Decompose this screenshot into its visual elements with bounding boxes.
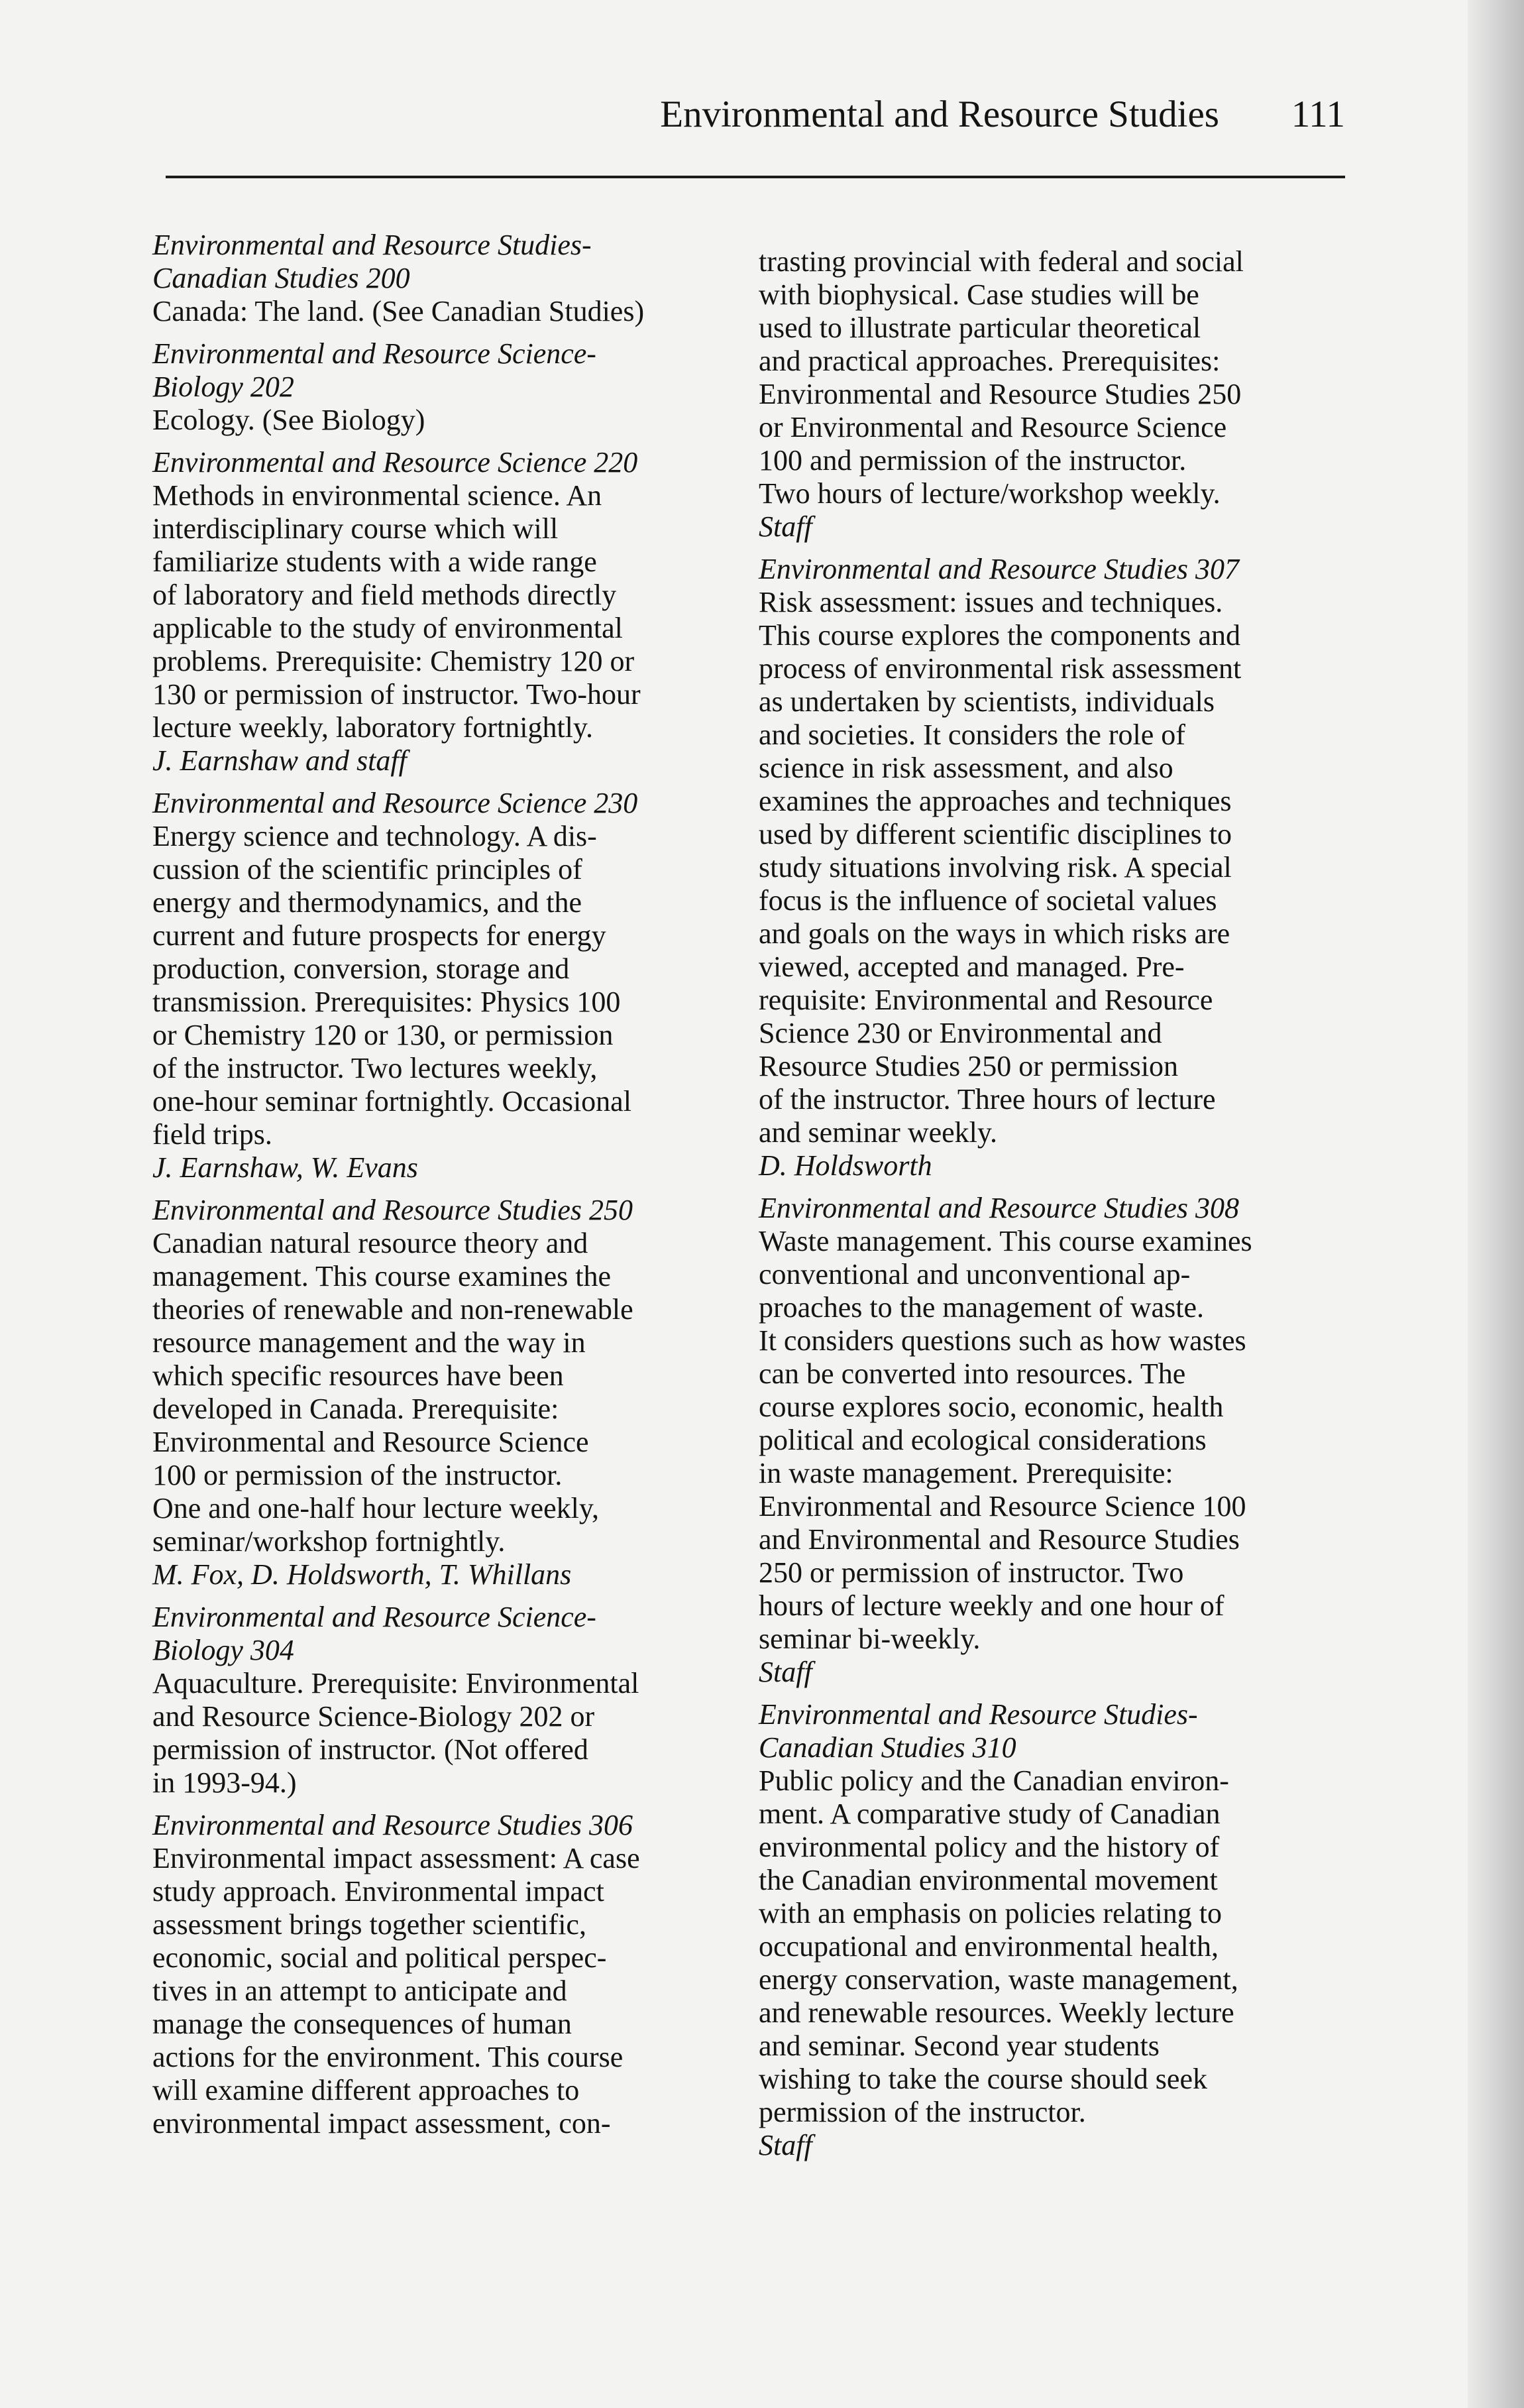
course-instructors: Staff bbox=[759, 1656, 812, 1688]
left-column bbox=[152, 229, 729, 2150]
course-description: Environmental impact assessment: A case study approach. Environmental impact assessment brings together scientific, economic, social and political perspec- tives in an attempt to anticipate and manage the consequences of human actions for the environment. This course will examine different approaches to environmental impact assessment, con- bbox=[152, 1842, 640, 2140]
course-entry bbox=[759, 553, 1335, 1182]
course-code: Environmental and Resource Studies 306 bbox=[152, 1809, 633, 1841]
header-rule bbox=[166, 176, 1345, 178]
course-code: Environmental and Resource Science 230 bbox=[152, 787, 638, 819]
course-description: Ecology. (See Biology) bbox=[152, 404, 425, 436]
course-entry bbox=[152, 337, 729, 437]
course-code: Environmental and Resource Studies 308 bbox=[759, 1192, 1240, 1224]
course-code: Environmental and Resource Studies- Canadian Studies 310 bbox=[759, 1698, 1198, 1764]
course-entry bbox=[152, 1601, 729, 1800]
course-entry bbox=[759, 1192, 1335, 1689]
course-description: trasting provincial with federal and social with biophysical. Case studies will be used to illustrate particular theoretical and practical approaches. Prerequisites: Environmental and Resource Studies 250 or Environmental and Resource Science 100 and permission of the instructor. Two hours of lecture/workshop weekly. bbox=[759, 245, 1244, 510]
course-description: Canada: The land. (See Canadian Studies) bbox=[152, 295, 645, 327]
course-entry bbox=[152, 229, 729, 328]
course-entry bbox=[152, 1809, 729, 2140]
course-entry bbox=[152, 1194, 729, 1591]
course-instructors: Staff bbox=[759, 2129, 812, 2161]
course-description: Waste management. This course examines conventional and unconventional ap- proaches to the management of waste. It considers questions such as how wastes can be converted into resources. The course explores socio, economic, health political and ecological considerations in waste management. Prerequisite: Environmental and Resource Science 100 and Environmental and Resource Studies 250 or permission of instructor. Two hours of lecture weekly and one hour of seminar bi-weekly. bbox=[759, 1225, 1252, 1655]
course-code: Environmental and Resource Science 220 bbox=[152, 446, 638, 479]
course-entry bbox=[759, 1698, 1335, 2162]
course-instructors: M. Fox, D. Holdsworth, T. Whillans bbox=[152, 1558, 572, 1591]
course-instructors: J. Earnshaw and staff bbox=[152, 744, 407, 777]
course-description: Energy science and technology. A dis- cussion of the scientific principles of energy and thermodynamics, and the current and future prospects for energy production, conversion, storage and transmission. Prerequisites: Physics 100 or Chemistry 120 or 130, or permission of the instructor. Two lectures weekly, one-hour seminar fortnightly. Occasional field trips. bbox=[152, 820, 631, 1151]
course-entry bbox=[152, 787, 729, 1184]
course-code: Environmental and Resource Studies 307 bbox=[759, 553, 1240, 585]
course-description: Aquaculture. Prerequisite: Environmental and Resource Science-Biology 202 or permission of instructor. (Not offered in 1993-94.) bbox=[152, 1667, 639, 1799]
course-code: Environmental and Resource Studies- Canadian Studies 200 bbox=[152, 229, 592, 294]
right-column bbox=[759, 245, 1335, 2171]
course-description: Methods in environmental science. An interdisciplinary course which will familiarize students with a wide range of laboratory and field methods directly applicable to the study of environmental problems. Prerequisite: Chemistry 120 or 130 or permission of instructor. Two-hour lecture weekly, laboratory fortnightly. bbox=[152, 479, 641, 744]
scan-page-edge bbox=[1468, 0, 1524, 2408]
course-code: Environmental and Resource Studies 250 bbox=[152, 1194, 633, 1226]
course-instructors: D. Holdsworth bbox=[759, 1149, 932, 1182]
course-instructors: J. Earnshaw, W. Evans bbox=[152, 1151, 418, 1184]
course-code: Environmental and Resource Science- Biology 304 bbox=[152, 1601, 596, 1666]
course-description: Public policy and the Canadian environ- ment. A comparative study of Canadian environmental policy and the history of the Canadian environmental movement with an emphasis on policies relating to occupational and environmental health, energy conservation, waste management, and renewable resources. Weekly lecture and seminar. Second year students wishing to take the course should seek permission of the instructor. bbox=[759, 1764, 1238, 2128]
course-description: Risk assessment: issues and techniques. This course explores the components and process of environmental risk assessment as undertaken by scientists, individuals and societies. It considers the role of science in risk assessment, and also examines the approaches and techniques used by different scientific disciplines to study situations involving risk. A special focus is the influence of societal values and goals on the ways in which risks are viewed, accepted and managed. Pre- requisite: Environmental and Resource Science 230 or Environmental and Resource Studies 250 or permission of the instructor. Three hours of lecture and seminar weekly. bbox=[759, 586, 1242, 1149]
course-code: Environmental and Resource Science- Biology 202 bbox=[152, 337, 596, 403]
course-entry bbox=[152, 446, 729, 777]
page-header bbox=[166, 80, 1345, 159]
course-entry bbox=[759, 245, 1335, 544]
course-description: Canadian natural resource theory and management. This course examines the theories of renewable and non-renewable resource management and the way in which specific resources have been developed in Canada. Prerequisite: Environmental and Resource Science 100 or permission of the instructor. One and one-half hour lecture weekly, seminar/workshop fortnightly. bbox=[152, 1227, 633, 1558]
course-instructors: Staff bbox=[759, 510, 812, 543]
running-title: Environmental and Resource Studies bbox=[660, 93, 1219, 135]
page-number: 111 bbox=[1291, 93, 1345, 135]
